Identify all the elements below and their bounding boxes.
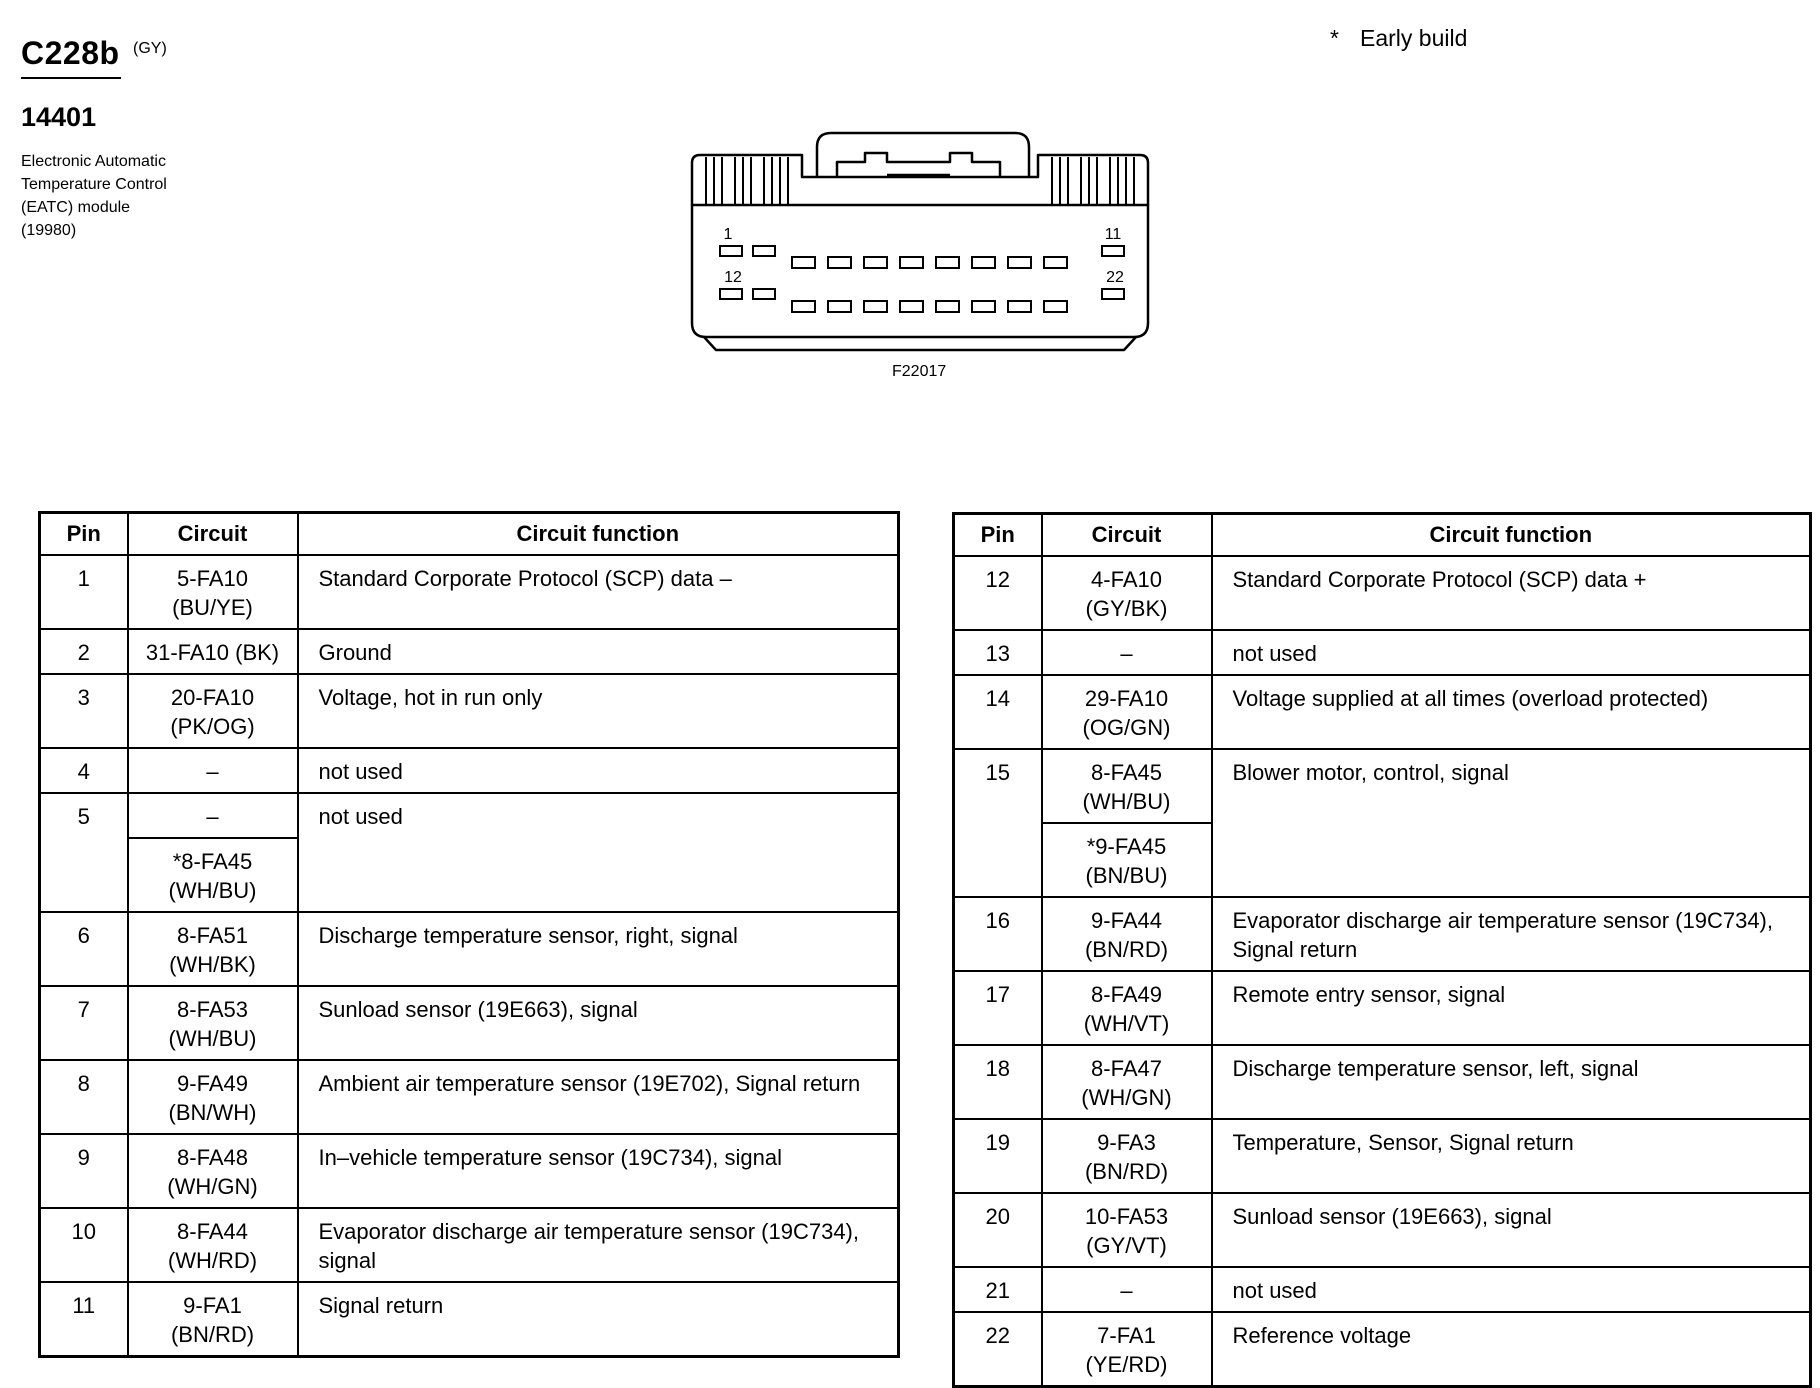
early-build-note (1330, 25, 1467, 52)
connector-latch (817, 133, 1029, 177)
table-row (954, 1267, 1811, 1312)
table-row (954, 1312, 1811, 1387)
note-text: Early build (1360, 25, 1468, 51)
table-row (40, 1208, 899, 1282)
pin-number: 12 (954, 556, 1042, 630)
pin-number: 19 (954, 1119, 1042, 1193)
pin-cavity-18 (936, 301, 959, 312)
circuit-code: 8-FA47 (WH/GN) (1042, 1045, 1212, 1119)
table-row (954, 1119, 1811, 1193)
table-row (954, 971, 1811, 1045)
table-row (40, 1134, 899, 1208)
circuit-function: Evaporator discharge air temperature sensor (19C734), signal (298, 1208, 899, 1282)
pin-cavity-5 (864, 257, 887, 268)
pin-cavity-13 (753, 289, 775, 299)
circuit-code: 8-FA45 (WH/BU) (1042, 749, 1212, 823)
header-pin: Pin (40, 513, 128, 556)
table-row (40, 986, 899, 1060)
header-circuit: Circuit (1042, 514, 1212, 557)
pin-cavity-14 (792, 301, 815, 312)
part-number: 14401 (21, 102, 97, 132)
circuit-code: 8-FA48 (WH/GN) (128, 1134, 298, 1208)
pin-cavity-4 (828, 257, 851, 268)
circuit-function: Blower motor, control, signal (1212, 749, 1811, 897)
header-pin: Pin (954, 514, 1042, 557)
table-row (954, 897, 1811, 971)
pin-number: 16 (954, 897, 1042, 971)
circuit-function: not used (1212, 1267, 1811, 1312)
pin-number: 17 (954, 971, 1042, 1045)
pin-number: 4 (40, 748, 128, 793)
circuit-code: *9-FA45 (BN/BU) (1042, 823, 1212, 897)
table-row (40, 555, 899, 629)
header-circuit-function: Circuit function (1212, 514, 1811, 557)
table-row (40, 793, 899, 838)
pin-number: 8 (40, 1060, 128, 1134)
pin-cavity-6 (900, 257, 923, 268)
circuit-function: not used (298, 748, 899, 793)
circuit-code: 9-FA3 (BN/RD) (1042, 1119, 1212, 1193)
pin-number: 22 (954, 1312, 1042, 1387)
circuit-code: 8-FA53 (WH/BU) (128, 986, 298, 1060)
pin-number: 3 (40, 674, 128, 748)
circuit-code: 9-FA44 (BN/RD) (1042, 897, 1212, 971)
circuit-code: 4-FA10 (GY/BK) (1042, 556, 1212, 630)
circuit-function: Remote entry sensor, signal (1212, 971, 1811, 1045)
pin-number: 7 (40, 986, 128, 1060)
table-row (954, 556, 1811, 630)
circuit-code: – (128, 793, 298, 838)
table-row (954, 1193, 1811, 1267)
circuit-function: Sunload sensor (19E663), signal (298, 986, 899, 1060)
circuit-code: 7-FA1 (YE/RD) (1042, 1312, 1212, 1387)
pin-number: 13 (954, 630, 1042, 675)
pin-number: 20 (954, 1193, 1042, 1267)
circuit-function: Discharge temperature sensor, left, signal (1212, 1045, 1811, 1119)
header-circuit-function: Circuit function (298, 513, 899, 556)
pin-number: 11 (40, 1282, 128, 1357)
circuit-code: – (1042, 1267, 1212, 1312)
circuit-code: 31-FA10 (BK) (128, 629, 298, 674)
circuit-code: 29-FA10 (OG/GN) (1042, 675, 1212, 749)
pin-cavity-3 (792, 257, 815, 268)
circuit-function: In–vehicle temperature sensor (19C734), signal (298, 1134, 899, 1208)
circuit-function: Reference voltage (1212, 1312, 1811, 1387)
circuit-function: Voltage supplied at all times (overload protected) (1212, 675, 1811, 749)
pin-label-11: 11 (1104, 226, 1122, 243)
circuit-code: 9-FA49 (BN/WH) (128, 1060, 298, 1134)
circuit-function: not used (1212, 630, 1811, 675)
circuit-code: 8-FA51 (WH/BK) (128, 912, 298, 986)
note-marker: * (1330, 25, 1339, 51)
pin-cavity-9 (1008, 257, 1031, 268)
pin-cavity-22 (1102, 289, 1124, 299)
pin-cavity-12 (720, 289, 742, 299)
pin-number: 21 (954, 1267, 1042, 1312)
pin-number: 6 (40, 912, 128, 986)
circuit-function: Voltage, hot in run only (298, 674, 899, 748)
circuit-function: Standard Corporate Protocol (SCP) data + (1212, 556, 1811, 630)
pin-cavity-19 (972, 301, 995, 312)
pin-number: 1 (40, 555, 128, 629)
pin-table-right (952, 512, 1812, 1388)
table-row (40, 912, 899, 986)
circuit-function: Temperature, Sensor, Signal return (1212, 1119, 1811, 1193)
circuit-code: 8-FA49 (WH/VT) (1042, 971, 1212, 1045)
table-row (954, 675, 1811, 749)
pin-cavity-16 (864, 301, 887, 312)
connector-key (837, 153, 1000, 177)
table-row (954, 749, 1811, 823)
figure-label: F22017 (892, 363, 947, 380)
circuit-function: Signal return (298, 1282, 899, 1357)
pin-number: 5 (40, 793, 128, 912)
pin-number: 10 (40, 1208, 128, 1282)
table-row (40, 674, 899, 748)
circuit-function: Evaporator discharge air temperature sensor (19C734), Signal return (1212, 897, 1811, 971)
circuit-code: *8-FA45 (WH/BU) (128, 838, 298, 912)
pin-number: 18 (954, 1045, 1042, 1119)
pin-label-12: 12 (724, 269, 742, 286)
pin-cavity-7 (936, 257, 959, 268)
pin-cavity-1 (720, 246, 742, 256)
circuit-code: 20-FA10 (PK/OG) (128, 674, 298, 748)
pin-cavity-17 (900, 301, 923, 312)
circuit-function: Discharge temperature sensor, right, signal (298, 912, 899, 986)
pin-cavity-21 (1044, 301, 1067, 312)
header-circuit: Circuit (128, 513, 298, 556)
pin-label-1: 1 (723, 226, 733, 243)
table-row (40, 748, 899, 793)
circuit-code: 9-FA1 (BN/RD) (128, 1282, 298, 1357)
circuit-function: Ambient air temperature sensor (19E702), Signal return (298, 1060, 899, 1134)
circuit-code: 10-FA53 (GY/VT) (1042, 1193, 1212, 1267)
circuit-function: not used (298, 793, 899, 912)
connector-color: (GY) (133, 40, 167, 57)
pin-cavity-15 (828, 301, 851, 312)
connector-id-underline (21, 77, 121, 79)
pin-cavity-11 (1102, 246, 1124, 256)
pin-cavity-2 (753, 246, 775, 256)
pin-label-22: 22 (1106, 269, 1124, 286)
circuit-function: Sunload sensor (19E663), signal (1212, 1193, 1811, 1267)
circuit-function: Standard Corporate Protocol (SCP) data – (298, 555, 899, 629)
pin-cavity-20 (1008, 301, 1031, 312)
circuit-function: Ground (298, 629, 899, 674)
circuit-code: – (128, 748, 298, 793)
connector-id: C228b (21, 35, 120, 71)
pin-cavity-10 (1044, 257, 1067, 268)
pin-number: 9 (40, 1134, 128, 1208)
table-row (954, 1045, 1811, 1119)
table-row (40, 1060, 899, 1134)
circuit-code: 5-FA10 (BU/YE) (128, 555, 298, 629)
pin-cavity-8 (972, 257, 995, 268)
circuit-code: – (1042, 630, 1212, 675)
module-description: Electronic Automatic Temperature Control (EATC) module (19980) (21, 153, 167, 239)
connector-diagram (690, 125, 1150, 357)
pin-number: 2 (40, 629, 128, 674)
table-row (40, 1282, 899, 1357)
table-row (954, 630, 1811, 675)
pin-number: 14 (954, 675, 1042, 749)
table-row (40, 629, 899, 674)
pin-number: 15 (954, 749, 1042, 897)
circuit-code: 8-FA44 (WH/RD) (128, 1208, 298, 1282)
pin-table-left (38, 511, 900, 1358)
